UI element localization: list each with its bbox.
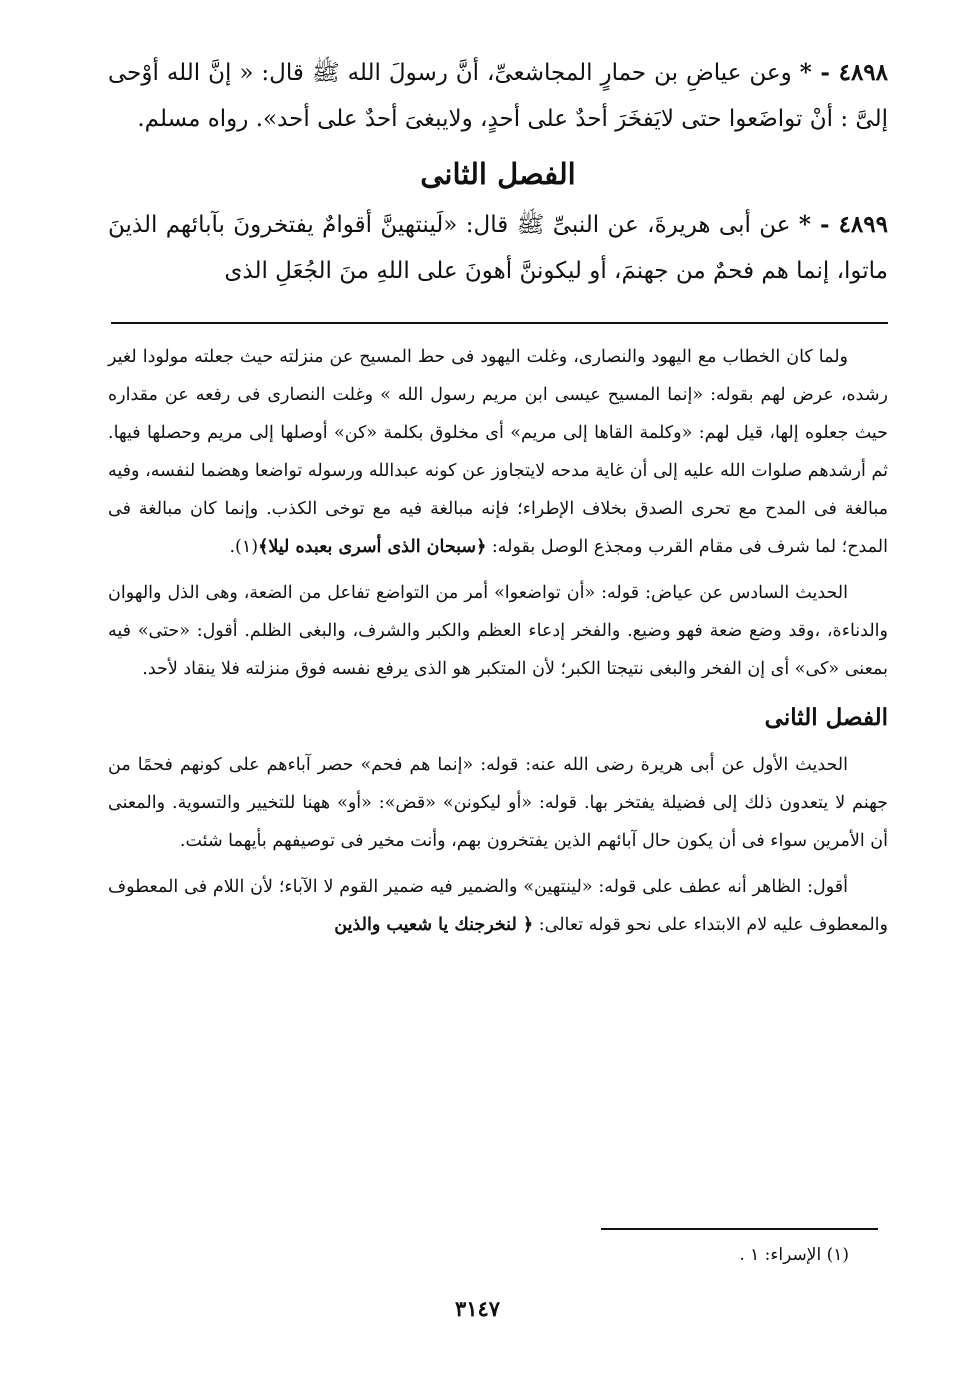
page-body <box>108 50 888 952</box>
commentary-section-heading: الفصل الثانى <box>764 704 888 731</box>
commentary-paragraph: الحديث الأول عن أبى هريرة رضى الله عنه: قوله: «إنما هم فحم» حصر آباءهم على كونهم فحمًا من جهنم لا يتعدون ذلك إلى فضيلة يفتخر بها. قوله: «أو ليكونن» «قض»: «أو» ههنا للتخيير والتسوية. والمعنى أن الأمرين سواء فى أن يكون حال آبائهم الذين يفتخرون بهم، وأنت مخير فى توصيفهم بأيهما شئت. <box>108 755 888 851</box>
section-title: الفصل الثانى <box>420 157 576 191</box>
page-number: ٣١٤٧ <box>454 1296 501 1321</box>
hadith-text: وعن عياضِ بن حمارٍ المجاشعىِّ، أنَّ رسولَ الله ﷺ قال: « إنَّ الله أوْحى إلىَّ : أنْ تواضَعوا حتى لايَفخَرَ أحدٌ على أحدٍ، ولايبغىَ أحدٌ على أحد». رواه مسلم. <box>108 60 888 132</box>
hadith-number: ٤٨٩٩ - * <box>798 211 888 238</box>
commentary <box>108 338 888 944</box>
quran-quote: ﴿سبحان الذى أسرى بعبده ليلا﴾ <box>258 537 487 557</box>
quran-quote: ﴿ لنخرجنك يا شعيب والذين <box>334 915 534 935</box>
footnote: (١) الإسراء: ١ . <box>739 1245 849 1265</box>
commentary-paragraph: ولما كان الخطاب مع اليهود والنصارى، وغلت اليهود فى حط المسيح عن منزلته حيث جعلته مولودا لغير رشده، عرض لهم بقوله: «إنما المسيح عيسى ابن مريم رسول الله » وغلت النصارى فى رفعه عن مقداره حيث جعلوه إلها، قيل لهم: «وكلمة القاها إلى مريم» أى مخلوق بكلمة «كن» أوصلها إلى مريم وحصلها فيها. ثم أرشدهم صلوات الله عليه إلى أن غاية مدحه لايتجاوز عن كونه عبدالله ورسوله تواضعا وهضما لنفسه، وفيه مبالغة فى المدح مع تحرى الصدق بخلاف الإطراء؛ فإنه مبالغة فيه مع توخى الكذب. وإنما كان مبالغة فى المدح؛ لما شرف فى مقام القرب ومجذع الوصل بقوله: ﴿سبحان الذى أسرى بعبده ليلا﴾(١). <box>108 347 888 557</box>
footnote-divider <box>601 1228 878 1230</box>
commentary-paragraph: أقول: الظاهر أنه عطف على قوله: «لينتهين» والضمير فيه ضمير القوم لا الآباء؛ لأن اللام فى المعطوف والمعطوف عليه لام الابتداء على نحو قوله تعالى: ﴿ لنخرجنك يا شعيب والذين <box>108 877 888 935</box>
footnote-ref: (١). <box>229 537 259 557</box>
commentary-divider <box>111 322 888 324</box>
hadith-number: ٤٨٩٨ - * <box>799 59 889 86</box>
hadith-text: عن أبى هريرةَ، عن النبىِّ ﷺ قال: «لَينتهينَّ أقوامٌ يفتخرونَ بآبائهم الذينَ ماتوا، إنما هم فحمٌ من جهنمَ، أو ليكوننَّ أهونَ على اللهِ منَ الجُعَلِ الذى <box>108 212 888 284</box>
hadith-4898 <box>108 50 888 142</box>
hadith-4899 <box>108 202 888 294</box>
commentary-paragraph: الحديث السادس عن عياض: قوله: «أن تواضعوا» أمر من التواضع تفاعل من الضعة، وهى الذل والهوان والدناءة، ،وقد وضع ضعة فهو وضيع. والفخر إدعاء العظم والكبر والشرف، والبغى الظلم. أقول: «حتى» فيه بمعنى «كى» أى إن الفخر والبغى نتيجتا الكبر؛ لأن المتكبر هو الذى يرفع نفسه فوق منزلته فلا ينقاد لأحد. <box>108 583 888 679</box>
